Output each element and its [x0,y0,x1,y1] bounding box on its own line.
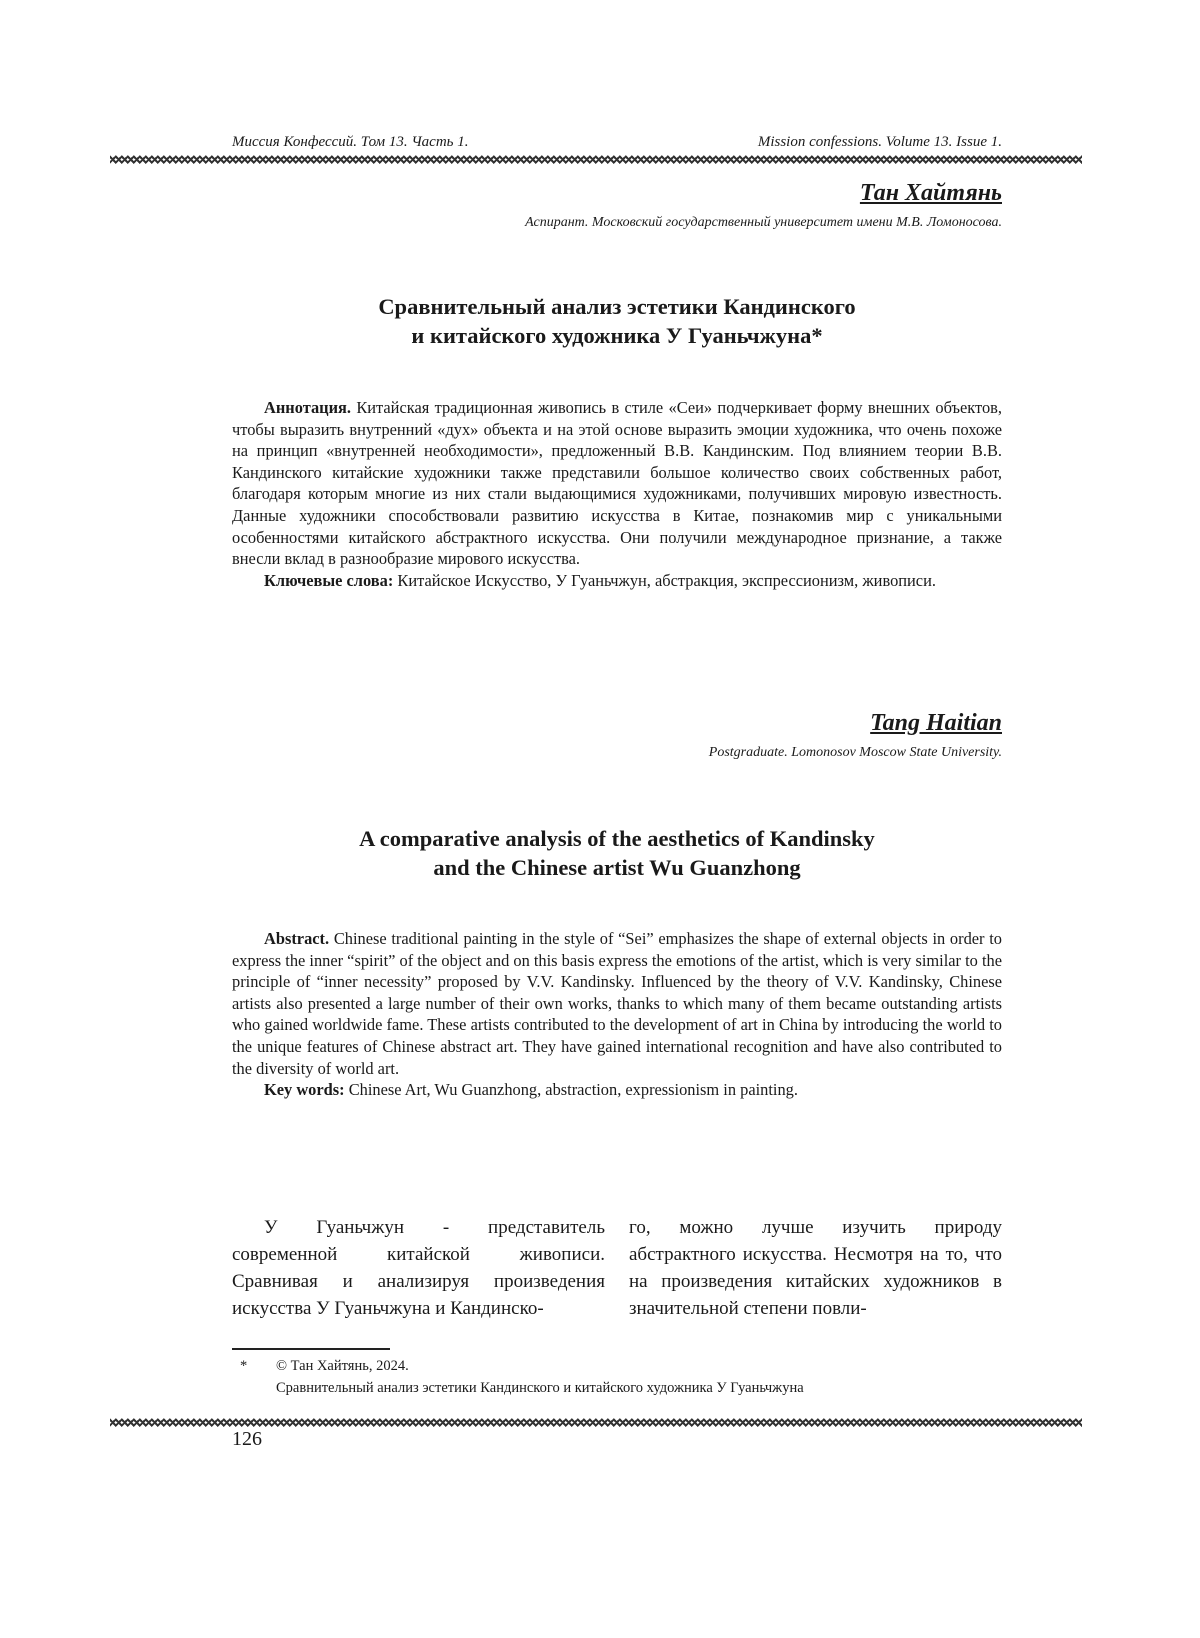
footnote-mark: * [240,1358,276,1375]
ru-title-line-2: и китайского художника У Гуаньчжуна* [232,321,1002,350]
ru-abstract-text: Китайская традиционная живопись в стиле «Сеи» подчеркивает форму внешних объектов, чтобы выразить внутренний «дух» объекта и на этой основе выразить эмоции художника, что очень похоже на принцип «внутренней необходимости», предложенный В.В. Кандинским. Под влиянием теории В.В. Кандинского китайские художники также представили большое количество своих собственных работ, благодаря которым многие из них стали выдающимися художниками, получивших мировую известность. Данные художники способствовали развитию искусства в Китае, познакомив мир с уникальными особенностями китайского абстрактного искусства. Они получили международное признание, а также внесли вклад в разнообразие мирового искусства. [232,398,1002,568]
ru-keywords-paragraph [232,570,1002,592]
header-ornament-divider [110,155,1082,164]
ru-author-block [525,180,1002,231]
ru-keywords-text: Китайское Искусство, У Гуаньчжун, абстракция, экспрессионизм, живописи. [397,571,936,590]
en-abstract-label: Abstract. [264,929,329,948]
body-paragraph-left: У Гуаньчжун - представитель современной китайской живописи. Сравнивая и анализируя произведения искусства У Гуаньчжуна и Кандинско- [232,1214,605,1322]
page-number: 126 [232,1428,262,1451]
en-abstract-paragraph [232,928,1002,1079]
en-keywords-text: Chinese Art, Wu Guanzhong, abstraction, expressionism in painting. [349,1080,798,1099]
en-abstract [232,928,1002,1101]
en-affiliation: Postgraduate. Lomonosov Moscow State University. [709,745,1002,761]
journal-page [0,0,1200,1638]
en-author-name: Tang Haitian [709,710,1002,737]
ru-keywords-label: Ключевые слова: [264,571,393,590]
footnote-title: Сравнительный анализ эстетики Кандинского и китайского художника У Гуаньчжуна [276,1380,804,1397]
running-header [232,134,1002,151]
footnote-rule [232,1348,390,1350]
ru-abstract [232,397,1002,591]
body-column-left [232,1214,605,1322]
en-title-line-2: and the Chinese artist Wu Guanzhong [232,853,1002,882]
running-header-right: Mission confessions. Volume 13. Issue 1. [758,134,1002,151]
en-title-line-1: A comparative analysis of the aesthetics of Kandinsky [232,824,1002,853]
ru-abstract-label: Аннотация. [264,398,351,417]
footer-ornament-divider [110,1418,1082,1427]
ru-title-line-1: Сравнительный анализ эстетики Кандинского [232,292,1002,321]
en-author-block [709,710,1002,761]
en-keywords-paragraph [232,1079,1002,1101]
en-keywords-label: Key words: [264,1080,345,1099]
ru-author-name: Тан Хайтянь [525,180,1002,207]
ru-abstract-paragraph [232,397,1002,570]
ru-article-title [232,292,1002,350]
body-text-columns [232,1214,1002,1322]
ru-affiliation: Аспирант. Московский государственный университет имени М.В. Ломоносова. [525,215,1002,231]
body-paragraph-right: го, можно лучше изучить природу абстрактного искусства. Несмотря на то, что на произведения китайских художников в значительной степени повли- [629,1214,1002,1322]
running-header-left: Миссия Конфессий. Том 13. Часть 1. [232,134,469,151]
footnote-copyright [276,1358,409,1375]
body-column-right [629,1214,1002,1322]
en-article-title [232,824,1002,882]
footnote-copyright-text: © Тан Хайтянь, 2024. [276,1358,409,1374]
en-abstract-text: Chinese traditional painting in the style of “Sei” emphasizes the shape of external objects in order to express the inner “spirit” of the object and on this basis express the emotions of the artist, which is very similar to the principle of “inner necessity” proposed by V.V. Kandinsky. Influenced by the theory of V.V. Kandinsky, Chinese artists also presented a large number of their own works, thanks to which many of them became outstanding artists who gained worldwide fame. These artists contributed to the development of art in China by introducing the world to the unique features of Chinese abstract art. They have gained international recognition and have also contributed to the diversity of world art. [232,929,1002,1078]
